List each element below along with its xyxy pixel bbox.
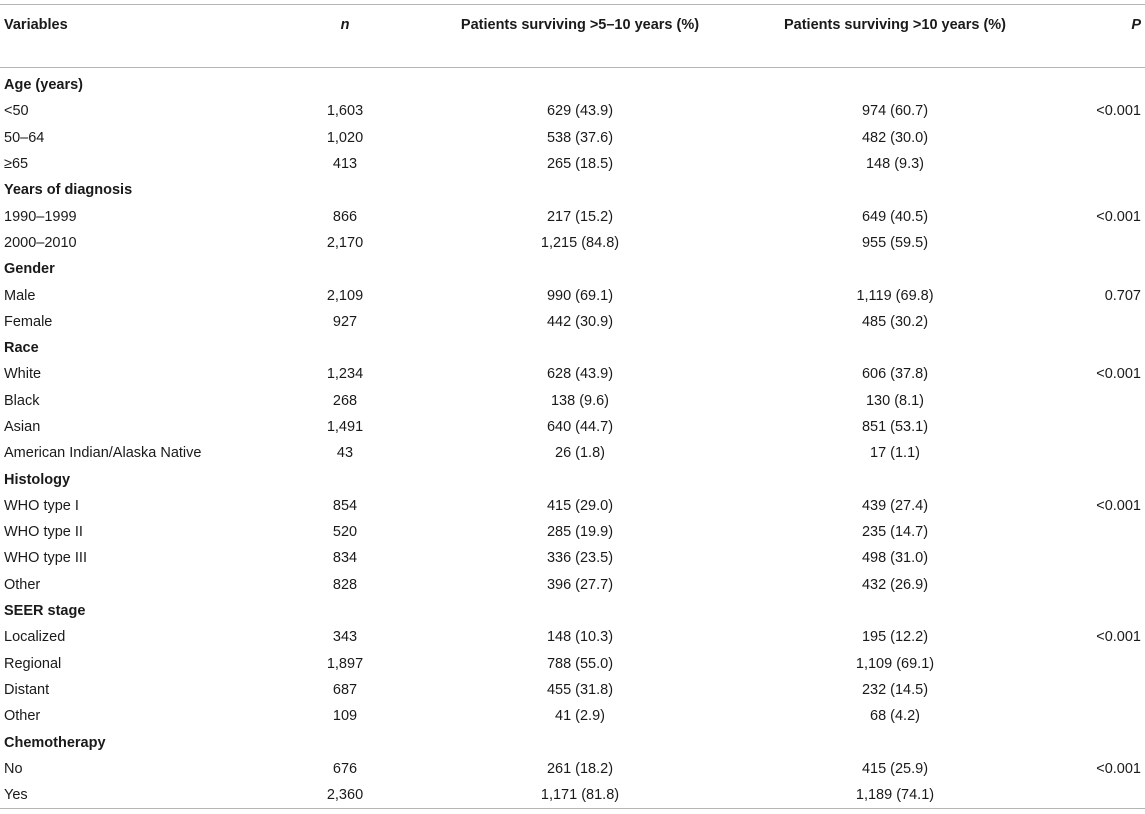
cell-n: 109 [332,708,358,725]
header-p-value: P [1045,5,1145,68]
cell-surviving-10: 68 (4.2) [870,708,920,725]
cell-p-value [1045,440,1145,466]
cell-surviving-5-10: 455 (31.8) [546,681,614,698]
cell-surviving-5-10: 265 (18.5) [546,156,614,173]
cell-p-value: <0.001 [1096,760,1141,777]
table-row [0,203,1145,229]
cell-p-value [1045,703,1145,729]
cell-n: 520 [332,524,358,541]
cell-n: 2,109 [326,287,364,304]
row-label: ≥65 [4,156,29,173]
cell-p-value [1045,677,1145,703]
header-surviving-5-10: Patients surviving >5–10 years (%) [415,5,745,68]
cell-n: 1,603 [326,103,364,120]
cell-n: 828 [332,576,358,593]
cell-p-value [1045,572,1145,598]
cell-n: 2,170 [326,234,364,251]
cell-surviving-10: 148 (9.3) [865,156,925,173]
cell-surviving-10: 606 (37.8) [861,366,929,383]
table-row [0,493,1145,519]
cell-p-value: <0.001 [1096,497,1141,514]
cell-p-value [1045,651,1145,677]
cell-n: 343 [332,629,358,646]
cell-n: 1,020 [326,129,364,146]
table-row [0,651,1145,677]
cell-surviving-5-10: 26 (1.8) [555,445,605,462]
cell-p-value: <0.001 [1096,103,1141,120]
cell-n: 1,234 [326,366,364,383]
cell-p-value [1045,230,1145,256]
row-label: Black [4,392,40,409]
cell-surviving-5-10: 261 (18.2) [546,760,614,777]
table-group-row [0,68,1145,99]
cell-surviving-10: 498 (31.0) [861,550,929,567]
table-row [0,782,1145,809]
cell-n: 1,897 [326,655,364,672]
cell-n: 927 [332,313,358,330]
table-group-row [0,729,1145,755]
cell-surviving-10: 482 (30.0) [861,129,929,146]
row-label: Other [4,576,41,593]
cell-surviving-10: 232 (14.5) [861,681,929,698]
cell-surviving-5-10: 138 (9.6) [550,392,610,409]
cell-n: 854 [332,497,358,514]
cell-surviving-5-10: 640 (44.7) [546,419,614,435]
cell-p-value: <0.001 [1096,208,1141,225]
cell-surviving-10: 955 (59.5) [861,234,929,251]
cell-surviving-10: 439 (27.4) [861,497,929,514]
cell-p-value: <0.001 [1096,629,1141,646]
cell-surviving-10: 1,119 (69.8) [856,287,934,304]
table-row [0,703,1145,729]
table-row [0,282,1145,308]
cell-surviving-5-10: 336 (23.5) [546,550,614,567]
cell-surviving-10: 1,109 (69.1) [855,655,935,672]
cell-surviving-10: 235 (14.7) [861,524,929,541]
table-header-row [0,5,1145,68]
row-label: Other [4,708,41,725]
cell-n: 866 [332,208,358,225]
cell-surviving-5-10: 442 (30.9) [546,313,614,330]
table-row [0,361,1145,387]
cell-n: 687 [332,681,358,698]
cell-surviving-5-10: 1,215 (84.8) [540,234,620,251]
table-body [0,68,1145,809]
row-label: Localized [4,629,66,646]
cell-surviving-5-10: 990 (69.1) [546,287,614,304]
survival-table [0,4,1145,809]
row-label: Regional [4,655,62,672]
cell-n: 1,491 [326,419,364,435]
cell-surviving-5-10: 538 (37.6) [546,129,614,146]
cell-surviving-10: 17 (1.1) [870,445,920,462]
table-row [0,545,1145,571]
table-group-row [0,256,1145,282]
group-label: Age (years) [4,77,83,94]
table-row [0,624,1145,650]
table-group-row [0,466,1145,492]
row-label: American Indian/Alaska Native [4,445,202,462]
row-label: Distant [4,681,50,698]
cell-n: 676 [332,760,358,777]
cell-p-value [1045,545,1145,571]
cell-p-value [1045,414,1145,440]
cell-surviving-5-10: 628 (43.9) [546,366,614,383]
table-row [0,677,1145,703]
group-label: Histology [4,471,71,488]
cell-surviving-10: 851 (53.1) [861,419,929,435]
table-group-row [0,177,1145,203]
table-row [0,230,1145,256]
table-row [0,125,1145,151]
cell-n: 2,360 [275,782,415,809]
cell-surviving-5-10: 788 (55.0) [546,655,614,672]
group-label: Race [4,340,39,357]
cell-p-value: 0.707 [1104,287,1141,304]
cell-surviving-5-10: 415 (29.0) [546,497,614,514]
cell-p-value: <0.001 [1096,366,1141,383]
cell-surviving-10: 195 (12.2) [861,629,929,646]
table-row [0,309,1145,335]
cell-surviving-5-10: 41 (2.9) [555,708,605,725]
cell-surviving-5-10: 285 (19.9) [546,524,614,541]
cell-surviving-10: 432 (26.9) [861,576,929,593]
cell-surviving-10: 974 (60.7) [861,103,929,120]
group-label: SEER stage [4,603,86,620]
row-label: Female [4,313,53,330]
cell-surviving-5-10: 629 (43.9) [546,103,614,120]
group-label: Gender [4,261,55,278]
cell-surviving-5-10: 1,171 (81.8) [415,782,745,809]
cell-p-value [1045,519,1145,545]
header-n: n [275,5,415,68]
cell-surviving-5-10: 396 (27.7) [546,576,614,593]
cell-surviving-10: 649 (40.5) [861,208,929,225]
row-label: 2000–2010 [4,234,77,251]
cell-n: 834 [332,550,358,567]
group-label: Years of diagnosis [4,182,133,199]
group-label: Chemotherapy [4,734,106,751]
table-row [0,388,1145,414]
cell-p-value [1045,151,1145,177]
cell-surviving-10: 130 (8.1) [865,392,925,409]
row-label: WHO type II [4,524,83,541]
table-row [0,414,1145,440]
row-label: No [4,760,23,777]
cell-surviving-10: 485 (30.2) [861,313,929,330]
row-label: Yes [0,782,275,809]
row-label: White [4,366,42,383]
header-variables: Variables [0,5,275,68]
table-group-row [0,335,1145,361]
table-row [0,519,1145,545]
table-group-row [0,598,1145,624]
cell-p-value [1045,782,1145,809]
cell-surviving-10: 1,189 (74.1) [745,782,1045,809]
table-row [0,151,1145,177]
header-surviving-10: Patients surviving >10 years (%) [745,5,1045,68]
row-label: Asian [4,419,41,435]
cell-surviving-5-10: 217 (15.2) [546,208,614,225]
row-label: 1990–1999 [4,208,77,225]
row-label: 50–64 [4,129,45,146]
row-label: WHO type I [4,497,79,514]
row-label: <50 [4,103,29,120]
table-row [0,572,1145,598]
row-label: WHO type III [4,550,87,567]
table-row [0,756,1145,782]
table-row [0,440,1145,466]
cell-p-value [1045,125,1145,151]
cell-p-value [1045,309,1145,335]
cell-p-value [1045,388,1145,414]
cell-n: 43 [336,445,354,462]
cell-surviving-5-10: 148 (10.3) [546,629,614,646]
cell-n: 268 [332,392,358,409]
cell-n: 413 [332,156,358,173]
table-row [0,98,1145,124]
cell-surviving-10: 415 (25.9) [861,760,929,777]
row-label: Male [4,287,36,304]
